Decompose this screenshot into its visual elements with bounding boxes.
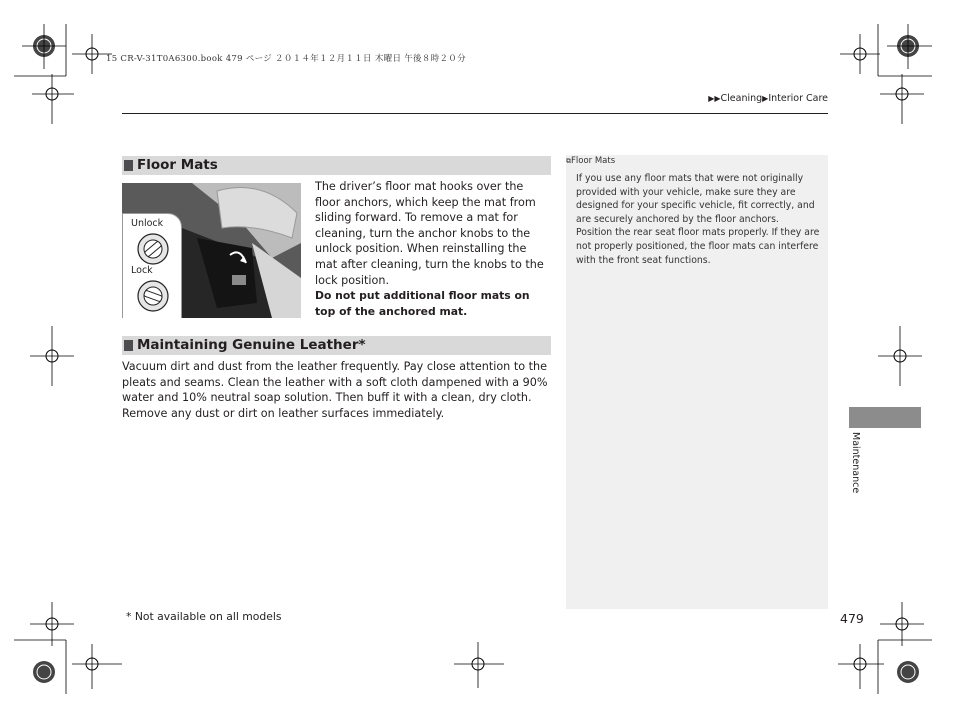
breadcrumb-arrow-icon: ▶▶	[708, 94, 721, 103]
registration-mark-bottom-center	[450, 640, 506, 690]
chapter-tab-text: Maintenance	[850, 432, 861, 494]
floor-mats-warning: Do not put additional floor mats on top of the anchored mat.	[315, 289, 530, 318]
breadcrumb-separator-icon: ▶	[762, 94, 769, 103]
unlock-knob-icon	[136, 232, 170, 266]
breadcrumb	[708, 93, 828, 104]
page-number: 479	[840, 611, 864, 626]
floor-mats-paragraph: The driver’s floor mat hooks over the floor anchors, which keep the mat from sliding forward. To remove a mat for cleaning, turn the anchor knobs to the unlock position. When reinstalling the mat after cleaning, turn the knobs to the lock position.	[315, 180, 544, 287]
note-marker-icon: ⧉	[566, 157, 571, 165]
lock-label: Lock	[131, 265, 153, 276]
breadcrumb-page: Interior Care	[768, 93, 828, 104]
section-square-icon	[124, 160, 133, 171]
note-title-text: Floor Mats	[571, 156, 616, 166]
lock-knob-icon	[136, 279, 170, 313]
chapter-tab-label	[845, 432, 865, 502]
section-square-icon	[124, 340, 133, 351]
note-line: not properly positioned, the floor mats can interfere	[576, 240, 819, 252]
note-line: If you use any floor mats that were not originally	[576, 173, 804, 184]
registration-mark-top-left	[14, 24, 114, 134]
section-title: Floor Mats	[137, 157, 218, 173]
registration-mark-left-middle	[26, 326, 76, 386]
breadcrumb-section[interactable]: Cleaning	[720, 93, 763, 104]
note-title	[566, 156, 615, 166]
note-line: provided with your vehicle, make sure they are	[576, 186, 796, 198]
section-heading-floor-mats	[122, 156, 551, 175]
unlock-label: Unlock	[131, 218, 164, 229]
section-title: Maintaining Genuine Leather*	[137, 337, 366, 353]
registration-mark-top-right	[832, 24, 942, 134]
footnote: * Not available on all models	[126, 610, 282, 623]
section-heading-leather	[122, 336, 551, 355]
note-line: Position the rear seat floor mats properly. If they are	[576, 227, 820, 239]
note-line: are securely anchored by the floor anchors.	[576, 213, 779, 225]
registration-mark-right-middle	[878, 326, 928, 386]
chapter-tab[interactable]	[849, 407, 921, 428]
floor-anchor-figure	[122, 183, 301, 318]
note-line: with the front seat functions.	[576, 254, 711, 266]
note-line: designed for your specific vehicle, fit correctly, and	[576, 200, 815, 212]
note-body	[576, 172, 822, 267]
print-file-header: 15 CR-V-31T0A6300.book 479 ページ ２０１４年１２月１１日 木曜日 午後８時２０分	[106, 54, 466, 64]
registration-mark-bottom-left	[14, 594, 124, 704]
leather-paragraph: Vacuum dirt and dust from the leather frequently. Pay close attention to the pleats and seams. Clean the leather with a soft cloth dampened with a 90% water and 10% neutral soap solution. Then buff it with a clean, dry cloth. Remove any dust or dirt on leather surfaces immediately.	[122, 360, 548, 420]
header-rule	[122, 113, 828, 114]
